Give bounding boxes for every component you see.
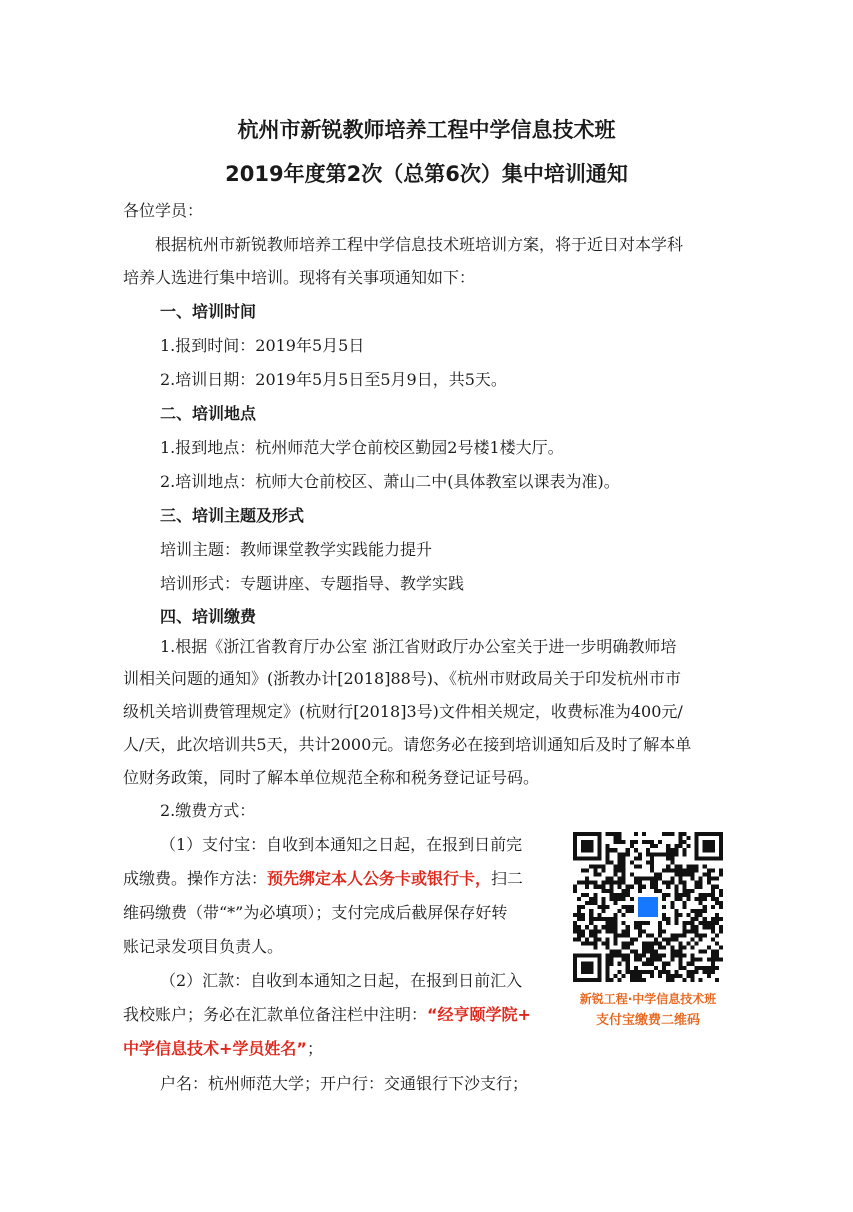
alipay-line-4: 账记录发项目负责人。 xyxy=(123,937,284,956)
intro-line-2: 培养人选进行集中培训。现将有关事项通知如下： xyxy=(123,268,476,287)
alipay-card-instruction: 预先绑定本人公务卡或银行卡， xyxy=(267,869,492,888)
intro-line-1: 根据杭州市新锐教师培养工程中学信息技术班培训方案，将于近日对本学科 xyxy=(155,235,684,254)
training-form: 培训形式：专题讲座、专题指导、教学实践 xyxy=(160,574,465,593)
training-location: 2.培训地点：杭师大仓前校区、萧山二中(具体教室以课表为准)。 xyxy=(160,472,620,491)
qr-caption-line-1: 新锐工程·中学信息技术班 xyxy=(579,992,717,1006)
notice-subtitle: 2019年度第2次（总第6次）集中培训通知 xyxy=(225,162,628,186)
alipay-qr-code xyxy=(573,832,723,982)
remit-note-value-part-1: “经亨颐学院+ xyxy=(427,1005,531,1024)
fee-paragraph-line-5: 位财务政策，同时了解本单位规范全称和税务登记证号码。 xyxy=(123,768,540,787)
account-info: 户名：杭州师范大学；开户行：交通银行下沙支行； xyxy=(160,1074,529,1093)
fee-paragraph-line-4: 人/天，此次培训共5天，共计2000元。请您务必在接到培训通知后及时了解本单 xyxy=(123,735,692,754)
remit-note-value-part-2: 中学信息技术+学员姓名” xyxy=(123,1039,307,1058)
fee-paragraph-line-2: 训相关问题的通知》(浙教办计[2018]88号)、《杭州市财政局关于印发杭州市市 xyxy=(123,669,682,688)
salutation: 各位学员： xyxy=(123,201,204,220)
fee-paragraph-line-1: 1.根据《浙江省教育厅办公室 浙江省财政厅办公室关于进一步明确教师培 xyxy=(160,637,677,656)
alipay-method-label: 成缴费。操作方法： xyxy=(123,869,268,888)
alipay-line-2 xyxy=(123,869,523,889)
notice-title: 杭州市新锐教师培养工程中学信息技术班 xyxy=(237,118,616,142)
remit-line-1: （2）汇款：自收到本通知之日起，在报到日前汇入 xyxy=(160,971,523,990)
remit-line-2 xyxy=(123,1005,531,1025)
section-heading-theme: 三、培训主题及形式 xyxy=(160,506,305,525)
section-heading-time: 一、培训时间 xyxy=(160,302,257,321)
alipay-line-3: 维码缴费（带“*”为必填项）；支付完成后截屏保存好转 xyxy=(123,903,508,922)
remit-line-3 xyxy=(123,1039,323,1059)
alipay-line-1: （1）支付宝：自收到本通知之日起，在报到日前完 xyxy=(160,835,523,854)
section-heading-fee: 四、培训缴费 xyxy=(160,607,257,626)
training-theme: 培训主题：教师课堂教学实践能力提升 xyxy=(160,540,433,559)
qr-caption-line-2: 支付宝缴费二维码 xyxy=(595,1013,700,1028)
registration-time: 1.报到时间：2019年5月5日 xyxy=(160,336,365,355)
remit-note-end: ； xyxy=(306,1039,323,1058)
payment-method-heading: 2.缴费方式： xyxy=(160,801,256,820)
alipay-scan-text: 扫二 xyxy=(491,869,524,888)
remit-note-label: 我校账户；务必在汇款单位备注栏中注明： xyxy=(123,1005,428,1024)
fee-paragraph-line-3: 级机关培训费管理规定》(杭财行[2018]3号)文件相关规定，收费标准为400元/ xyxy=(123,702,683,721)
training-dates: 2.培训日期：2019年5月5日至5月9日，共5天。 xyxy=(160,370,507,389)
section-heading-location: 二、培训地点 xyxy=(160,404,257,423)
registration-location: 1.报到地点：杭州师范大学仓前校区勤园2号楼1楼大厅。 xyxy=(160,438,564,457)
